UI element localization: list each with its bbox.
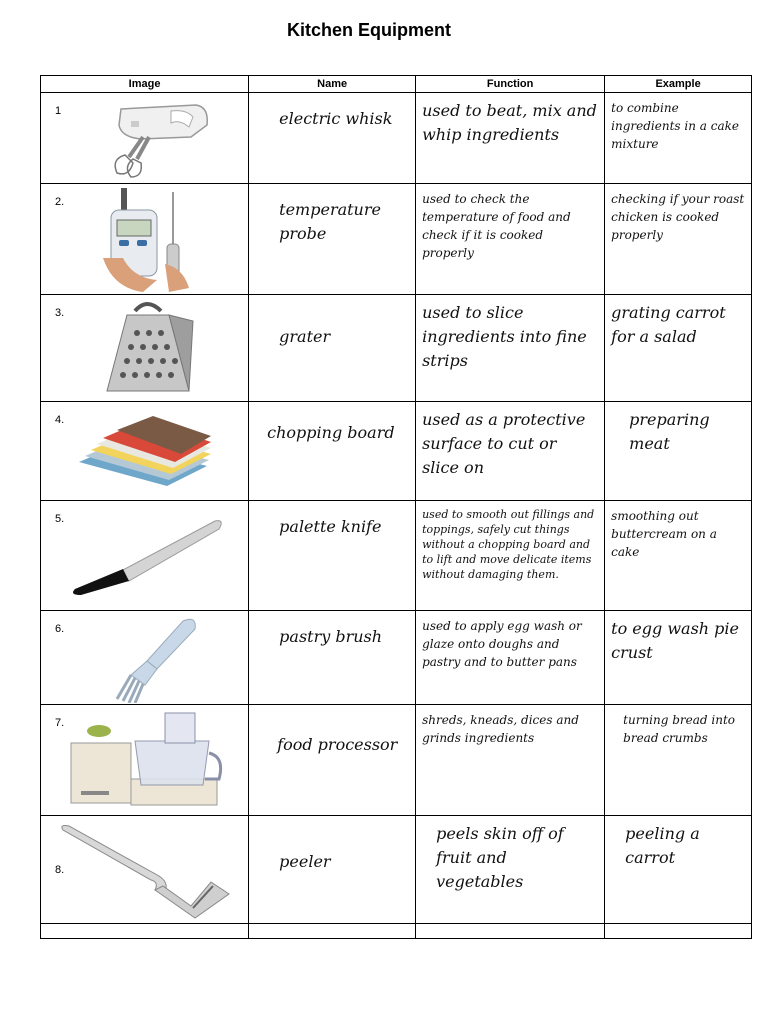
- equipment-name: temperature probe: [279, 200, 381, 243]
- equipment-example: peeling a carrot: [625, 824, 700, 867]
- equipment-table: [40, 75, 752, 939]
- function-cell: [416, 402, 605, 501]
- example-cell: [605, 501, 752, 611]
- image-cell: [41, 402, 249, 501]
- function-cell: [416, 705, 605, 816]
- example-cell: [605, 705, 752, 816]
- electric-whisk-icon: [81, 97, 211, 181]
- name-cell: [249, 184, 416, 295]
- header-name: Name: [249, 76, 416, 93]
- row-number: 3.: [55, 307, 65, 319]
- equipment-function: used to slice ingredients into fine strips: [422, 303, 587, 370]
- row-number: 6.: [55, 623, 65, 635]
- header-function: Function: [416, 76, 605, 93]
- row-number: 5.: [55, 513, 65, 525]
- empty-cell: [41, 924, 249, 939]
- function-cell: [416, 501, 605, 611]
- equipment-example: to egg wash pie crust: [611, 619, 740, 662]
- image-cell: [41, 93, 249, 184]
- equipment-example: turning bread into bread crumbs: [623, 713, 736, 745]
- header-image: Image: [41, 76, 249, 93]
- table-header-row: [41, 76, 752, 93]
- table-row: [41, 816, 752, 924]
- row-number: 2.: [55, 196, 65, 208]
- grater-icon: [97, 297, 197, 397]
- equipment-name: peeler: [279, 852, 331, 871]
- image-cell: [41, 295, 249, 402]
- example-cell: [605, 611, 752, 705]
- equipment-function: used to check the temperature of food and check if it is cooked properly: [422, 192, 571, 260]
- image-cell: [41, 705, 249, 816]
- equipment-function: used as a protective surface to cut or slice on: [422, 410, 586, 477]
- equipment-function: shreds, kneads, dices and grinds ingredients: [422, 713, 579, 745]
- row-number: 4.: [55, 414, 65, 426]
- function-cell: [416, 611, 605, 705]
- function-cell: [416, 816, 605, 924]
- image-cell: [41, 816, 249, 924]
- name-cell: [249, 705, 416, 816]
- example-cell: [605, 816, 752, 924]
- name-cell: [249, 93, 416, 184]
- equipment-name: grater: [279, 327, 331, 346]
- function-cell: [416, 295, 605, 402]
- chopping-board-icon: [77, 416, 217, 490]
- table-row: [41, 705, 752, 816]
- equipment-name: palette knife: [279, 517, 382, 536]
- name-cell: [249, 295, 416, 402]
- example-cell: [605, 295, 752, 402]
- table-row: [41, 93, 752, 184]
- name-cell: [249, 816, 416, 924]
- row-number: 1: [55, 105, 62, 117]
- example-cell: [605, 93, 752, 184]
- function-cell: [416, 93, 605, 184]
- equipment-example: smoothing out buttercream on a cake: [611, 509, 717, 559]
- table-row: [41, 501, 752, 611]
- name-cell: [249, 402, 416, 501]
- equipment-example: to combine ingredients in a cake mixture: [611, 101, 739, 151]
- equipment-example: checking if your roast chicken is cooked properly: [611, 192, 745, 242]
- equipment-function: used to beat, mix and whip ingredients: [422, 101, 597, 144]
- table-row: [41, 402, 752, 501]
- name-cell: [249, 501, 416, 611]
- page-title: Kitchen Equipment: [286, 20, 451, 40]
- image-cell: [41, 184, 249, 295]
- equipment-name: chopping board: [267, 423, 395, 442]
- empty-cell: [605, 924, 752, 939]
- equipment-example: preparing meat: [629, 410, 710, 453]
- image-cell: [41, 501, 249, 611]
- equipment-function: used to apply egg wash or glaze onto doughs and pastry and to butter pans: [422, 619, 582, 669]
- row-number: 7.: [55, 717, 65, 729]
- table-row: [41, 295, 752, 402]
- table-row-empty: [41, 924, 752, 939]
- image-cell: [41, 611, 249, 705]
- pastry-brush-icon: [97, 615, 207, 703]
- equipment-name: pastry brush: [279, 627, 383, 646]
- equipment-name: food processor: [277, 735, 398, 754]
- empty-cell: [249, 924, 416, 939]
- equipment-function: peels skin off of fruit and vegetables: [436, 824, 564, 891]
- temperature-probe-icon: [103, 188, 193, 292]
- example-cell: [605, 184, 752, 295]
- example-cell: [605, 402, 752, 501]
- equipment-name: electric whisk: [279, 109, 393, 128]
- function-cell: [416, 184, 605, 295]
- table-row: [41, 184, 752, 295]
- peeler-icon: [59, 824, 235, 920]
- empty-cell: [416, 924, 605, 939]
- food-processor-icon: [69, 709, 229, 813]
- row-number: 8.: [55, 864, 65, 876]
- table-row: [41, 611, 752, 705]
- name-cell: [249, 611, 416, 705]
- header-example: Example: [605, 76, 752, 93]
- equipment-function: used to smooth out fillings and toppings, safely cut things without a chopping board and to lift and move delicate items without damaging them.: [422, 508, 595, 581]
- equipment-example: grating carrot for a salad: [611, 303, 726, 346]
- palette-knife-icon: [69, 515, 227, 595]
